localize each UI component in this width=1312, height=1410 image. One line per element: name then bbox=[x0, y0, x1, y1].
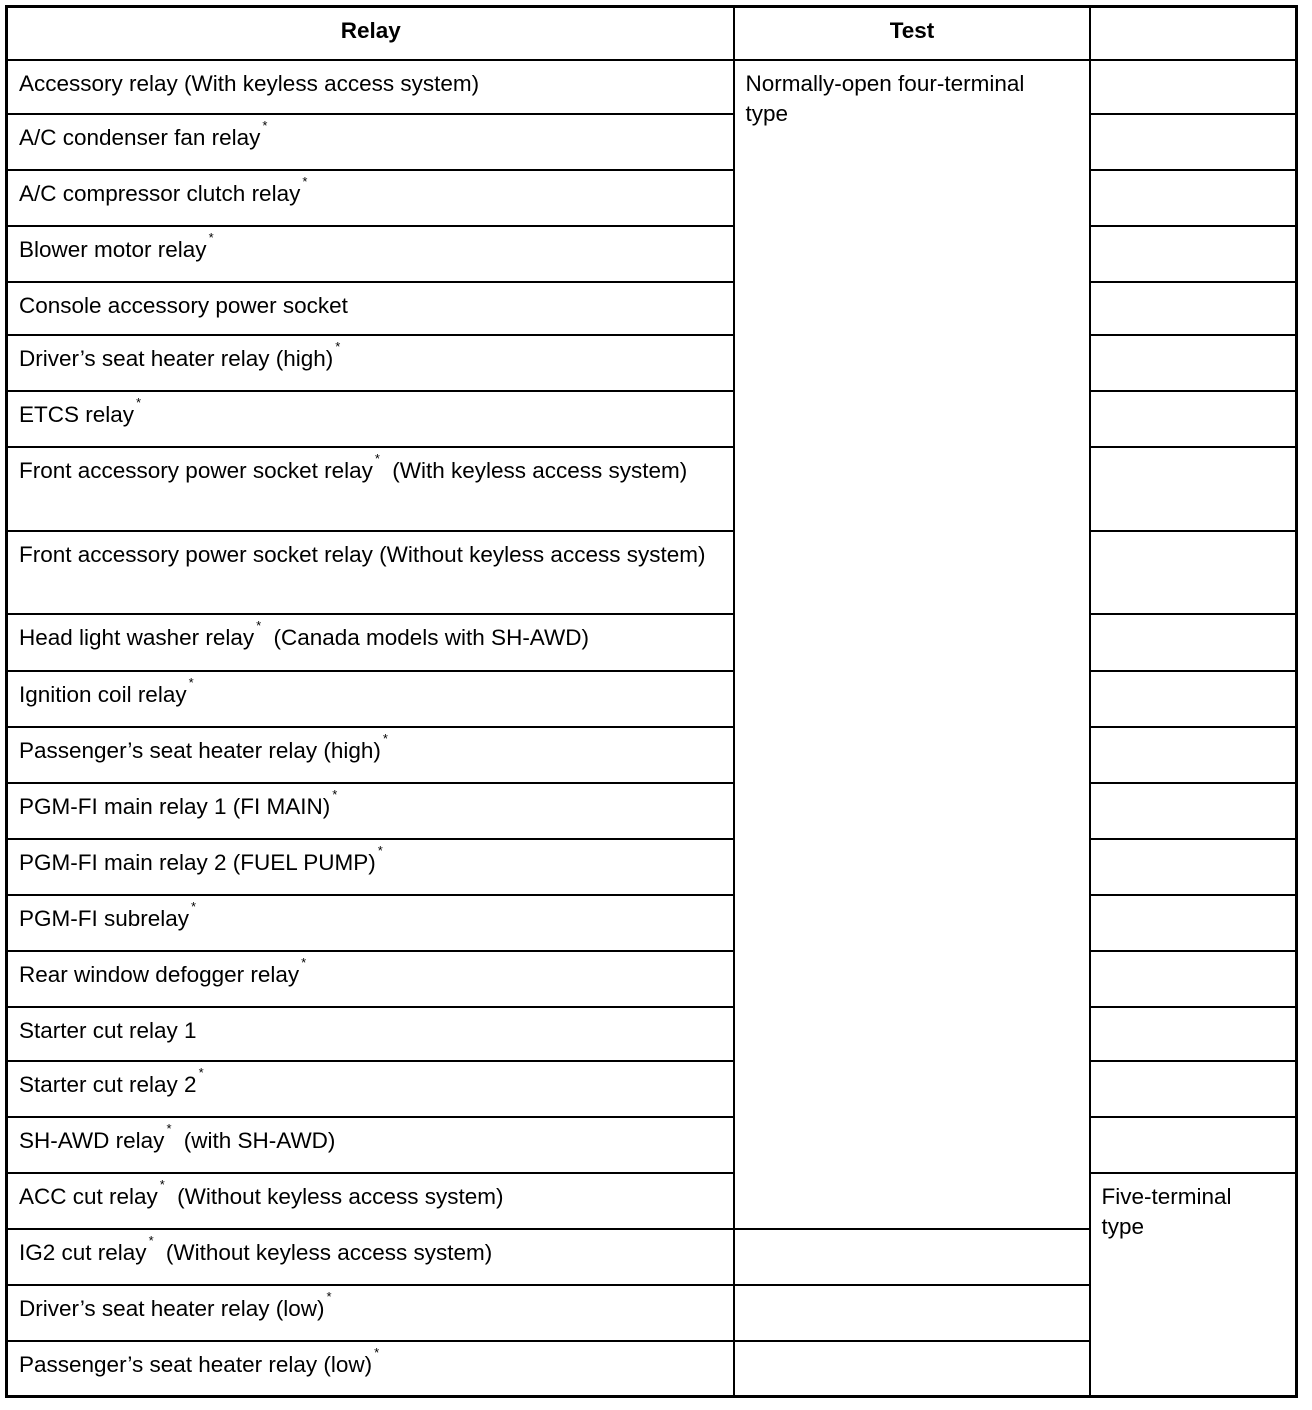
test-empty-cell bbox=[734, 1341, 1090, 1397]
relay-name-cell bbox=[7, 335, 734, 391]
relay-name: Head light washer relay bbox=[19, 624, 255, 650]
header-relay: Relay bbox=[7, 7, 734, 60]
relay-name-cell bbox=[7, 114, 734, 170]
asterisk-note: * bbox=[374, 450, 380, 466]
asterisk-note: * bbox=[301, 954, 307, 970]
asterisk-note: * bbox=[335, 338, 341, 354]
relay-name: Rear window defogger relay bbox=[19, 961, 300, 987]
relay-name-cell bbox=[7, 531, 734, 614]
relay-name-cell bbox=[7, 895, 734, 951]
relay-name-cell bbox=[7, 614, 734, 671]
relay-name-cell bbox=[7, 1117, 734, 1173]
asterisk-note: * bbox=[302, 173, 308, 189]
asterisk-note: * bbox=[159, 1176, 165, 1192]
third-empty-cell bbox=[1090, 170, 1297, 226]
relay-name: Front accessory power socket relay (Without keyless access system) bbox=[19, 541, 706, 567]
relay-name-cell bbox=[7, 447, 734, 531]
relay-name: PGM-FI main relay 2 (FUEL PUMP) bbox=[19, 849, 376, 875]
five-terminal-cell: Five-terminal type bbox=[1090, 1173, 1297, 1397]
relay-name: PGM-FI main relay 1 (FI MAIN) bbox=[19, 793, 331, 819]
third-empty-cell bbox=[1090, 727, 1297, 783]
table-row bbox=[7, 335, 1297, 391]
relay-name: Front accessory power socket relay bbox=[19, 457, 373, 483]
test-empty-cell bbox=[734, 1229, 1090, 1285]
asterisk-note: * bbox=[374, 1344, 380, 1360]
table-row bbox=[7, 783, 1297, 839]
asterisk-note: * bbox=[136, 394, 142, 410]
asterisk-note: * bbox=[166, 1120, 172, 1136]
table-row bbox=[7, 531, 1297, 614]
third-empty-cell bbox=[1090, 531, 1297, 614]
relay-name: Accessory relay (With keyless access system) bbox=[19, 70, 480, 96]
asterisk-note: * bbox=[191, 898, 197, 914]
table-row bbox=[7, 60, 1297, 114]
relay-name-cell bbox=[7, 226, 734, 282]
relay-name: ACC cut relay bbox=[19, 1183, 158, 1209]
third-empty-cell bbox=[1090, 447, 1297, 531]
relay-name-cell bbox=[7, 282, 734, 335]
relay-name: SH-AWD relay bbox=[19, 1127, 165, 1153]
relay-name-cell bbox=[7, 1229, 734, 1285]
asterisk-note: * bbox=[188, 674, 194, 690]
third-empty-cell bbox=[1090, 895, 1297, 951]
relay-name: Console accessory power socket bbox=[19, 292, 348, 318]
relay-name: ETCS relay bbox=[19, 401, 135, 427]
relay-name-cell bbox=[7, 671, 734, 727]
relay-qualifier: (With keyless access system) bbox=[392, 457, 688, 483]
asterisk-note: * bbox=[332, 786, 338, 802]
relay-name-cell bbox=[7, 391, 734, 447]
table-row bbox=[7, 839, 1297, 895]
third-empty-cell bbox=[1090, 335, 1297, 391]
third-empty-cell bbox=[1090, 226, 1297, 282]
relay-name: IG2 cut relay bbox=[19, 1239, 147, 1265]
relay-qualifier: (Without keyless access system) bbox=[165, 1239, 493, 1265]
third-empty-cell bbox=[1090, 60, 1297, 114]
asterisk-note: * bbox=[198, 1064, 204, 1080]
relay-name: Ignition coil relay bbox=[19, 681, 187, 707]
asterisk-note: * bbox=[148, 1232, 154, 1248]
third-empty-cell bbox=[1090, 114, 1297, 170]
relay-qualifier: (Without keyless access system) bbox=[177, 1183, 504, 1209]
third-empty-cell bbox=[1090, 282, 1297, 335]
relay-name: Blower motor relay bbox=[19, 236, 207, 262]
table-row bbox=[7, 1173, 1297, 1229]
table-row bbox=[7, 1061, 1297, 1117]
relay-name: Passenger’s seat heater relay (low) bbox=[19, 1351, 373, 1377]
asterisk-note: * bbox=[208, 229, 214, 245]
table-row bbox=[7, 895, 1297, 951]
relay-name: A/C condenser fan relay bbox=[19, 124, 261, 150]
table-row bbox=[7, 282, 1297, 335]
asterisk-note: * bbox=[262, 117, 268, 133]
third-empty-cell bbox=[1090, 391, 1297, 447]
relay-name-cell bbox=[7, 170, 734, 226]
relay-test-table bbox=[5, 5, 1298, 1398]
relay-name-cell bbox=[7, 839, 734, 895]
third-empty-cell bbox=[1090, 951, 1297, 1007]
relay-name: Starter cut relay 1 bbox=[19, 1017, 197, 1043]
relay-name-cell bbox=[7, 60, 734, 114]
header-test: Test bbox=[734, 7, 1090, 60]
table-row bbox=[7, 226, 1297, 282]
relay-name-cell bbox=[7, 1173, 734, 1229]
third-empty-cell bbox=[1090, 1007, 1297, 1061]
relay-name: Starter cut relay 2 bbox=[19, 1071, 197, 1097]
table-body bbox=[7, 60, 1297, 1397]
relay-table-container bbox=[5, 5, 1298, 1398]
table-row bbox=[7, 1117, 1297, 1173]
table-row bbox=[7, 447, 1297, 531]
relay-name-cell bbox=[7, 1007, 734, 1061]
header-row bbox=[7, 7, 1297, 60]
table-row bbox=[7, 951, 1297, 1007]
relay-name-cell bbox=[7, 1341, 734, 1397]
asterisk-note: * bbox=[326, 1288, 332, 1304]
table-row bbox=[7, 727, 1297, 783]
relay-name-cell bbox=[7, 1285, 734, 1341]
asterisk-note: * bbox=[377, 842, 383, 858]
header-third bbox=[1090, 7, 1297, 60]
third-empty-cell bbox=[1090, 839, 1297, 895]
table-row bbox=[7, 1007, 1297, 1061]
table-row bbox=[7, 170, 1297, 226]
third-empty-cell bbox=[1090, 783, 1297, 839]
table-row bbox=[7, 114, 1297, 170]
table-row bbox=[7, 671, 1297, 727]
relay-name: Driver’s seat heater relay (high) bbox=[19, 345, 334, 371]
table-row bbox=[7, 614, 1297, 671]
third-empty-cell bbox=[1090, 671, 1297, 727]
relay-name: A/C compressor clutch relay bbox=[19, 180, 301, 206]
relay-name-cell bbox=[7, 1061, 734, 1117]
relay-name-cell bbox=[7, 951, 734, 1007]
relay-qualifier: (Canada models with SH-AWD) bbox=[273, 624, 589, 650]
relay-qualifier: (with SH-AWD) bbox=[183, 1127, 336, 1153]
relay-name-cell bbox=[7, 727, 734, 783]
test-empty-cell bbox=[734, 1285, 1090, 1341]
table-row bbox=[7, 391, 1297, 447]
test-normally-open-cell: Normally-open four-terminal type bbox=[734, 60, 1090, 1229]
relay-name: PGM-FI subrelay bbox=[19, 905, 190, 931]
third-empty-cell bbox=[1090, 1061, 1297, 1117]
third-empty-cell bbox=[1090, 1117, 1297, 1173]
relay-name: Passenger’s seat heater relay (high) bbox=[19, 737, 381, 763]
third-empty-cell bbox=[1090, 614, 1297, 671]
asterisk-note: * bbox=[382, 730, 388, 746]
relay-name-cell bbox=[7, 783, 734, 839]
relay-name: Driver’s seat heater relay (low) bbox=[19, 1295, 325, 1321]
asterisk-note: * bbox=[256, 617, 262, 633]
